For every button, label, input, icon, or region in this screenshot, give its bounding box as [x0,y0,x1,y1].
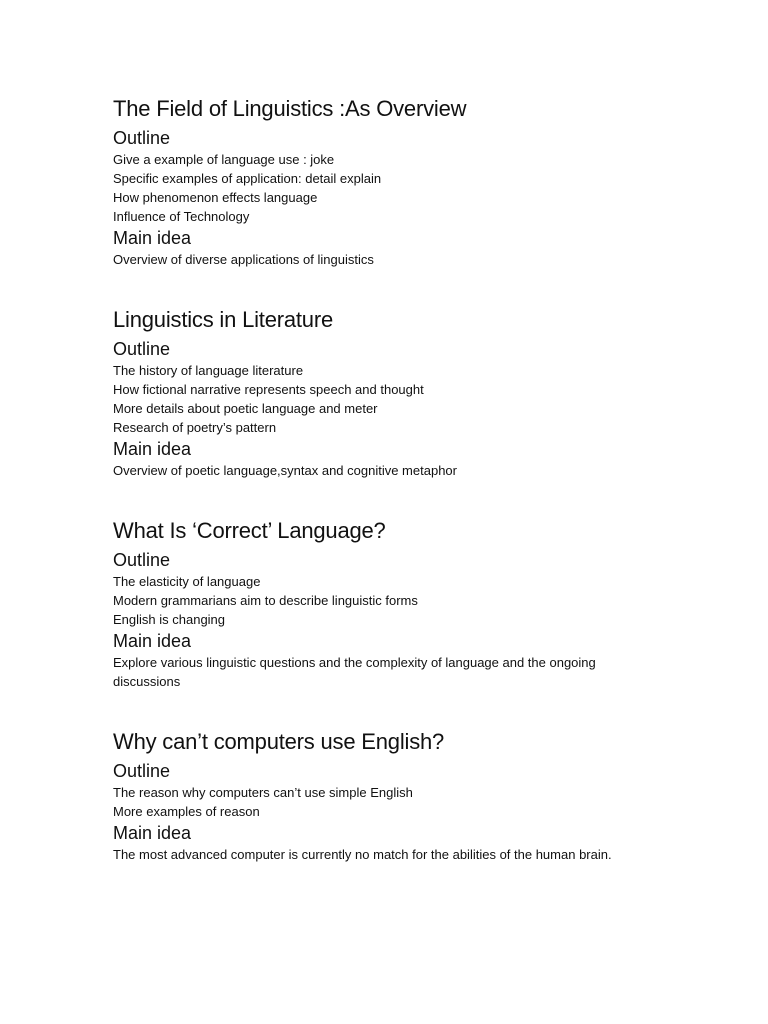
outline-item: More examples of reason [113,804,260,819]
main-idea-heading: Main idea [113,631,192,651]
outline-item: The elasticity of language [113,574,261,589]
main-idea-heading: Main idea [113,439,192,459]
outline-heading: Outline [113,339,171,359]
outline-list [113,572,713,629]
outline-heading: Outline [113,550,171,570]
main-idea-text: Explore various linguistic questions and the complexity of language and the ongoing discussions [113,655,596,689]
section-title: The Field of Linguistics :As Overview [113,96,467,121]
outline-heading: Outline [113,761,171,781]
main-idea-text: Overview of diverse applications of linguistics [113,252,374,267]
outline-item: Research of poetry’s pattern [113,420,277,435]
outline-list [113,150,713,226]
outline-item: Give a example of language use : joke [113,152,335,167]
outline-list [113,783,713,821]
outline-item: English is changing [113,612,226,627]
outline-heading: Outline [113,128,171,148]
section-computers-english [113,727,713,864]
outline-list [113,361,713,437]
document-page [113,94,713,864]
outline-item: More details about poetic language and meter [113,401,378,416]
outline-item: Modern grammarians aim to describe linguistic forms [113,593,418,608]
main-idea-text: Overview of poetic language,syntax and cognitive metaphor [113,463,457,478]
section-linguistics-in-literature [113,305,713,480]
outline-item: How phenomenon effects language [113,190,318,205]
section-title: Linguistics in Literature [113,307,334,332]
section-title: Why can’t computers use English? [113,729,445,754]
main-idea-heading: Main idea [113,228,192,248]
outline-item: Specific examples of application: detail explain [113,171,382,186]
section-field-of-linguistics [113,94,713,269]
outline-item: Influence of Technology [113,209,250,224]
section-correct-language [113,516,713,691]
main-idea-text: The most advanced computer is currently no match for the abilities of the human brain. [113,847,612,862]
outline-item: The history of language literature [113,363,304,378]
outline-item: How fictional narrative represents speech and thought [113,382,424,397]
main-idea-heading: Main idea [113,823,192,843]
outline-item: The reason why computers can’t use simple English [113,785,413,800]
section-title: What Is ‘Correct’ Language? [113,518,386,543]
